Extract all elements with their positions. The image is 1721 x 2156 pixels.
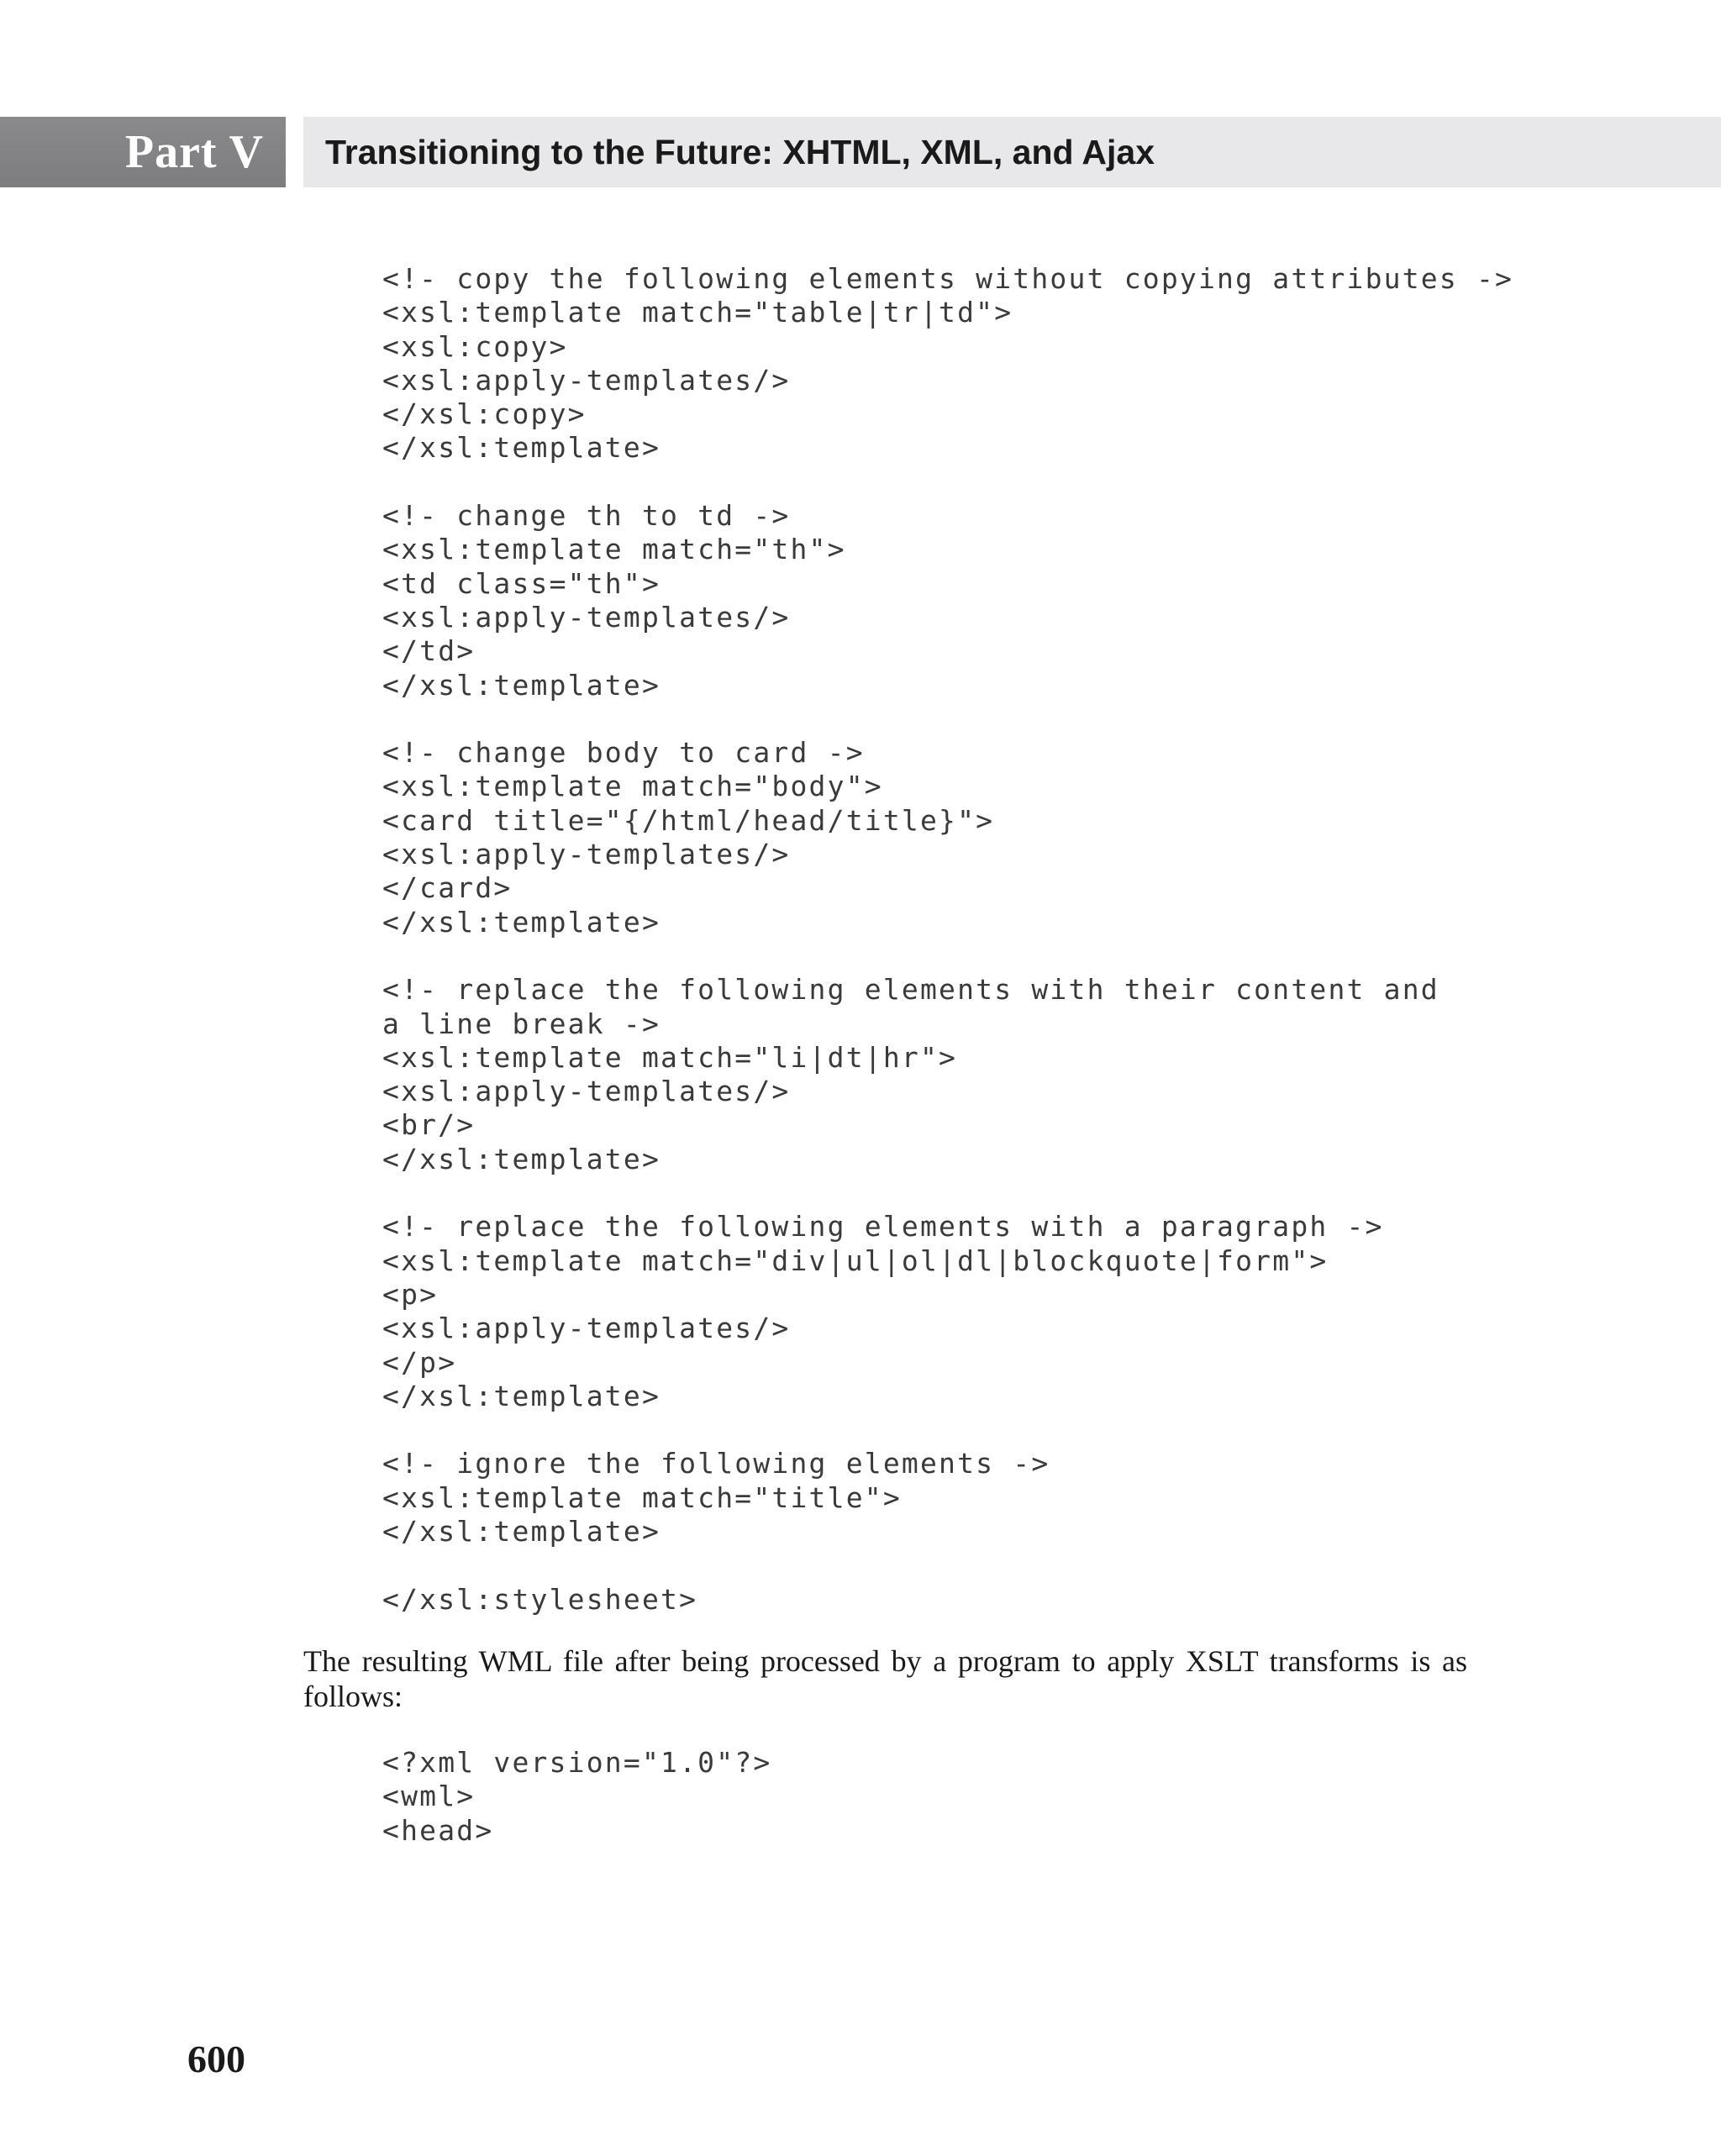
- code-line: <xsl:template match="table|tr|td">: [382, 296, 1013, 329]
- code-line: <!- change th to td ->: [382, 499, 791, 533]
- code-line: </xsl:template>: [382, 431, 661, 465]
- code-line: [382, 465, 1513, 499]
- code-line: [382, 1549, 1513, 1582]
- part-label: Part V: [124, 126, 264, 178]
- code-line: </xsl:stylesheet>: [382, 1582, 698, 1616]
- code-line: </xsl:copy>: [382, 397, 587, 431]
- code-line: <xsl:template match="div|ul|ol|dl|blockquote|form">: [382, 1244, 1329, 1277]
- code-line: <xsl:apply-templates/>: [382, 1312, 791, 1345]
- code-line: <!- replace the following elements with a paragraph ->: [382, 1210, 1384, 1244]
- code-line: <xsl:template match="title">: [382, 1480, 902, 1514]
- page-number: 600: [187, 2038, 245, 2080]
- part-tab: [0, 117, 286, 187]
- code-line: [382, 702, 1513, 736]
- code-line: <!- ignore the following elements ->: [382, 1447, 1050, 1480]
- code-line: <xsl:apply-templates/>: [382, 363, 791, 397]
- code-line: <xsl:template match="th">: [382, 533, 846, 566]
- code-line: </xsl:template>: [382, 1142, 661, 1175]
- code-line: <xsl:template match="li|dt|hr">: [382, 1040, 958, 1074]
- code-line: <!- replace the following elements with their content and: [382, 973, 1439, 1007]
- code-line: </xsl:template>: [382, 1379, 661, 1412]
- code-line: <!- copy the following elements without copying attributes ->: [382, 262, 1514, 295]
- code-line: <br/>: [382, 1108, 476, 1142]
- code-line: <!- change body to card ->: [382, 736, 865, 770]
- code-line: [382, 939, 1513, 973]
- body-paragraph: The resulting WML file after being processed by a program to apply XSLT transforms is as follows:: [303, 1644, 1467, 1713]
- code-line: <xsl:apply-templates/>: [382, 600, 791, 634]
- code-line: </card>: [382, 871, 513, 905]
- chapter-title: Transitioning to the Future: XHTML, XML, and Ajax: [325, 132, 1155, 171]
- code-line: <xsl:template match="body">: [382, 770, 883, 803]
- code-line: [382, 1176, 1513, 1210]
- code-line: <wml>: [382, 1780, 476, 1813]
- code-line: </p>: [382, 1345, 457, 1379]
- code-line: <xsl:apply-templates/>: [382, 838, 791, 871]
- code-listing-xslt: [382, 262, 1513, 1617]
- code-listing-wml: [382, 1746, 771, 1848]
- code-line: </xsl:template>: [382, 668, 661, 702]
- code-line: <p>: [382, 1277, 439, 1311]
- code-line: <head>: [382, 1813, 494, 1847]
- code-line: a line break ->: [382, 1007, 661, 1040]
- code-line: <xsl:apply-templates/>: [382, 1075, 791, 1108]
- code-line: <?xml version="1.0"?>: [382, 1746, 772, 1779]
- code-line: <td class="th">: [382, 566, 661, 600]
- code-line: <card title="{/html/head/title}">: [382, 803, 995, 837]
- code-line: [382, 1413, 1513, 1447]
- code-line: </xsl:template>: [382, 905, 661, 939]
- chapter-header-bar: [303, 117, 1721, 187]
- code-line: </xsl:template>: [382, 1514, 661, 1548]
- code-line: </td>: [382, 634, 476, 668]
- code-line: <xsl:copy>: [382, 329, 568, 363]
